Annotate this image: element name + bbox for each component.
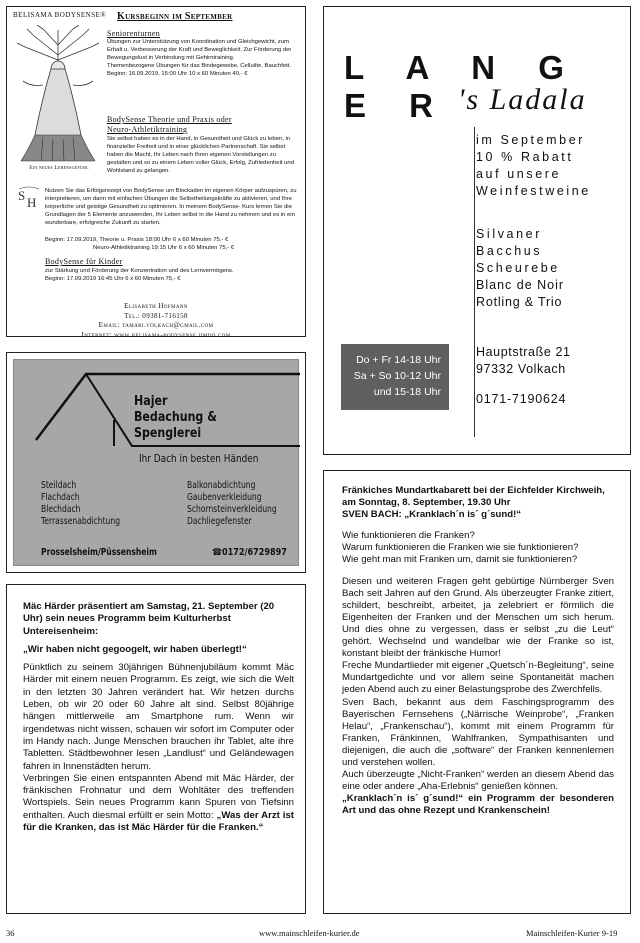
- wine-item: Silvaner: [476, 227, 542, 241]
- maec-haerder-article: [6, 584, 306, 914]
- service-item: Balkonabdichtung: [187, 480, 256, 491]
- hajer-panel: [13, 359, 299, 566]
- sven-subheading: SVEN BACH: „Kranklach´n is´ g´sund!“: [342, 509, 522, 521]
- hajer-slogan: Ihr Dach in besten Händen: [139, 453, 259, 465]
- hajer-services-right: [187, 480, 277, 528]
- sven-closing: „Kranklach´n is´ g´sund!“ ein Programm der besonderen Art und das ohne Rezept und Krankenschein!: [342, 793, 614, 817]
- sven-heading: Fränkiches Mundartkabarett bei der Eichfelder Kirchweih, am Sonntag, 8. September, 19.30 Uhr: [342, 485, 605, 509]
- wine-item: Bacchus: [476, 244, 543, 258]
- service-item: Steildach: [41, 480, 77, 491]
- service-item: Terrassenabdichtung: [41, 516, 121, 527]
- sven-question: Wie geht man mit Franken um, damit sie funktionieren?: [342, 554, 578, 566]
- opening-hours: [341, 344, 449, 410]
- belisama-brand: BELISAMA BODYSENSE®: [13, 11, 107, 19]
- theorie-text-2: Nutzen Sie das Erfolgsrezept von BodySense um Blockaden im eigenen Körper aufzuspüren, zu interpretieren, um dann mit einfachen Übungen die Selbstheilungskräfte zu aktivieren, und Ihre körperliche und geistige Gesundheit zu optimieren. In meinem BodySense- Kurs lernen Sie die Grundlagen der 5 Elemente anzuwenden, Ihr Leben selbst in die Hand zu nehmen und es in ein wunderbare, erfolgreiche Zukunft zu starten.: [45, 188, 297, 226]
- sven-paragraph: Diesen und weiteren Fragen geht gebürtige Nürnberger Sven Bach seit Jahren auf den Grund. Als überzeugter Franke zitiert, schildert, beschreibt, arbeitet, ja zelebriert er förmlich die Eigenheiten der Franken und der Menschen um sich herum. Und dies ohne zu vergessen, dass er selbst „zu die Leut“ gehört. Wechselnd und wandelbar wie der Franke so ist, konstant bleibt der fränkische Humor!: [342, 575, 614, 660]
- belisama-sh-logo: [16, 185, 42, 211]
- sven-paragraph: Auch überzeugte „Nicht-Franken“ werden an diesem Abend das eine oder andere „Aha-Erlebnis“ genießen können.: [342, 769, 614, 793]
- address-street: Hauptstraße 21: [476, 345, 571, 359]
- offer-line: im September: [476, 133, 586, 147]
- service-item: Schornsteinverkleidung: [187, 504, 277, 515]
- hajer-title: Hajer Bedachung & Spenglerei: [134, 394, 217, 441]
- maec-paragraph: Pünktlich zu seinem 30jährigen Bühnenjubiläum kommt Mäc Härder mit einem neuen Programm. Es zeigt, wie sich die Welt in den letzten 30 Jahren verändert hat. Wir hetzen durchs Leben, ob wir 20 oder 60 Jahre alt sind. Selbst 80jährige hängen mittlerweile am Smartphone rum. Wenn wir irgendetwas nicht wissen, schauen wir sofort im Computer oder im Handy nach. Junge Menschen brauchen ihr Tablet, alte ihre Tabletten. Städtbewohner lesen „Landlust“ und Geländewagen fahren in Innenstädten herum.: [23, 662, 294, 772]
- service-item: Gaubenverkleidung: [187, 492, 262, 503]
- sven-question: Warum funktionieren die Franken wie sie funktionieren?: [342, 542, 579, 554]
- offer-line: 10 % Rabatt: [476, 150, 574, 164]
- hours-line: Sa + So 10-12 Uhr: [353, 370, 441, 382]
- belisama-ad: [6, 6, 306, 337]
- hajer-services-left: [41, 480, 120, 528]
- senioren-title: Seniorenturnen: [107, 29, 161, 38]
- contact-name: Elisabeth Hofmann: [124, 302, 188, 310]
- senioren-text: Übungen zur Unterstützung von Koordination und Gleichgewicht, zum Erhalt u. Verbesserung der Kraft und Beweglichkeit. Zur Förderung der Bewegungslust in Verbindung mit Gehirntraining. Themenbezogene Übungen für das Bindegewebe, Cellulite, Bauchfett. Beginn: 16.09.2019, 15:00 Uhr 10 x 60 Minuten 40,- €: [107, 39, 292, 77]
- theorie-text: Sie selbst haben es in der Hand, in Gesundheit und Glück zu leben, in finanzieller Freiheit und in einer glücklichen Partnerschaft. Sie selbst haben die Macht, Ihr Leben nach Ihren eigenen Vorstellungen zu gestalten und so zu einem Leben voller Glück, Erfolg, Zufriedenheit und Wohlstand zu gelangen.: [107, 136, 294, 174]
- belisama-image-caption: Ein neues Lebensgefühl: [29, 165, 89, 171]
- sven-paragraph: Sven Bach, bekannt aus dem Faschingsprogramm des Bayerischen Fernsehens („Närrische Weinprobe“, „Franken Helau“, „Frankenschau“), kommt mit einem Programm für Franken, Fränkinnen, Wahlfranken, Sympathisanten und diejenigen, die auch die „software“ der Franken kennenlernen und verstehen wollen.: [342, 696, 614, 768]
- page-number: 36: [6, 928, 15, 938]
- langer-script: 's Ladala: [458, 83, 587, 116]
- offer-line: auf unsere: [476, 167, 562, 181]
- langer-phone: 0171-7190624: [476, 392, 567, 406]
- sven-article-body: [342, 485, 614, 817]
- langer-ad: [323, 6, 631, 455]
- svg-text:S: S: [18, 188, 26, 203]
- sven-paragraph: Freche Mundartlieder mit eigener „Quetsch´n-Begleitung“, seine Mundartgedichte und vor allem seine Spontaneität machen jeden Abend auch zu einer Belastungsprobe des Zwerchfells.: [342, 660, 614, 696]
- theorie-dates-1: Beginn: 17.09.2019, Theorie u. Praxis 18:00 Uhr 6 x 60 Minuten 75,- €: [45, 237, 229, 243]
- hours-line: Do + Fr 14-18 Uhr: [356, 354, 441, 366]
- contact-tel: Tel.: 09381-716158: [124, 311, 188, 320]
- hours-line: und 15-18 Uhr: [373, 386, 441, 398]
- service-item: Blechdach: [41, 504, 81, 515]
- contact-web: Internet: www.belisama-bodysense.jimdo.com: [81, 330, 231, 339]
- kinder-title: BodySense für Kinder: [45, 257, 123, 266]
- kinder-dates: Beginn: 17.09.2019 16:45 Uhr 6 x 60 Minuten 75,- €: [45, 276, 181, 282]
- wine-item: Rotling & Trio: [476, 295, 563, 309]
- sven-bach-article: [323, 470, 631, 914]
- wine-item: Blanc de Noir: [476, 278, 565, 292]
- maec-quote: „Wir haben nicht gegoogelt, wir haben überlegt!“: [23, 643, 247, 655]
- offer-line: Weinfestweine: [476, 184, 591, 198]
- hajer-phone: ☎0172/6729897: [212, 547, 287, 558]
- hajer-location: Prosselsheim/Püssensheim: [41, 547, 157, 558]
- belisama-contact: [13, 302, 299, 340]
- footer-issue: Mainschleifen-Kurier 9-19: [526, 928, 618, 938]
- langer-divider: [474, 127, 475, 437]
- wine-item: Scheurebe: [476, 261, 560, 275]
- kinder-text: zur Stärkung und Förderung der Konzentration und des Lernvermögens.: [45, 268, 234, 274]
- contact-email: Email: tamari.volkach@gmail.com: [98, 321, 214, 329]
- theorie-title-1: BodySense Theorie und Praxis oder: [107, 115, 232, 124]
- theorie-title-2: Neuro-Athletiktraining: [107, 125, 188, 134]
- maec-intro: Mäc Härder präsentiert am Samstag, 21. September (20 Uhr) sein neues Programm beim Kulturherbst Untereisenheim:: [23, 601, 275, 637]
- maec-paragraph: Verbringen Sie einen entspannten Abend mit Mäc Härder, der fränkischen Frohnatur und dem Wohltäter des treffenden Wortspiels. Sein neues Programm kann Spuren von Tiefsinn enthalten. Auch diesmal erfüllt er sein Motto: „Was der Arzt ist für die Kranken, das ist Mäc Härder für die Franken.“: [23, 772, 294, 834]
- tree-goddess-illustration: [13, 25, 103, 163]
- service-item: Dachliegefenster: [187, 516, 252, 527]
- svg-text:H: H: [27, 195, 37, 210]
- sven-question: Wie funktionieren die Franken?: [342, 530, 475, 542]
- address-city: 97332 Volkach: [476, 362, 566, 376]
- belisama-headline: Kursbeginn im September: [117, 11, 233, 22]
- hajer-ad: [6, 352, 306, 573]
- footer-url: www.mainschleifen-kurier.de: [259, 928, 360, 938]
- theorie-dates-2: Neuro-Athletiktraining 19:15 Uhr 6 x 60 Minuten 75,- €: [93, 245, 235, 251]
- service-item: Flachdach: [41, 492, 80, 503]
- maec-article-body: [23, 601, 294, 834]
- langer-name: L A N G E R: [344, 49, 581, 124]
